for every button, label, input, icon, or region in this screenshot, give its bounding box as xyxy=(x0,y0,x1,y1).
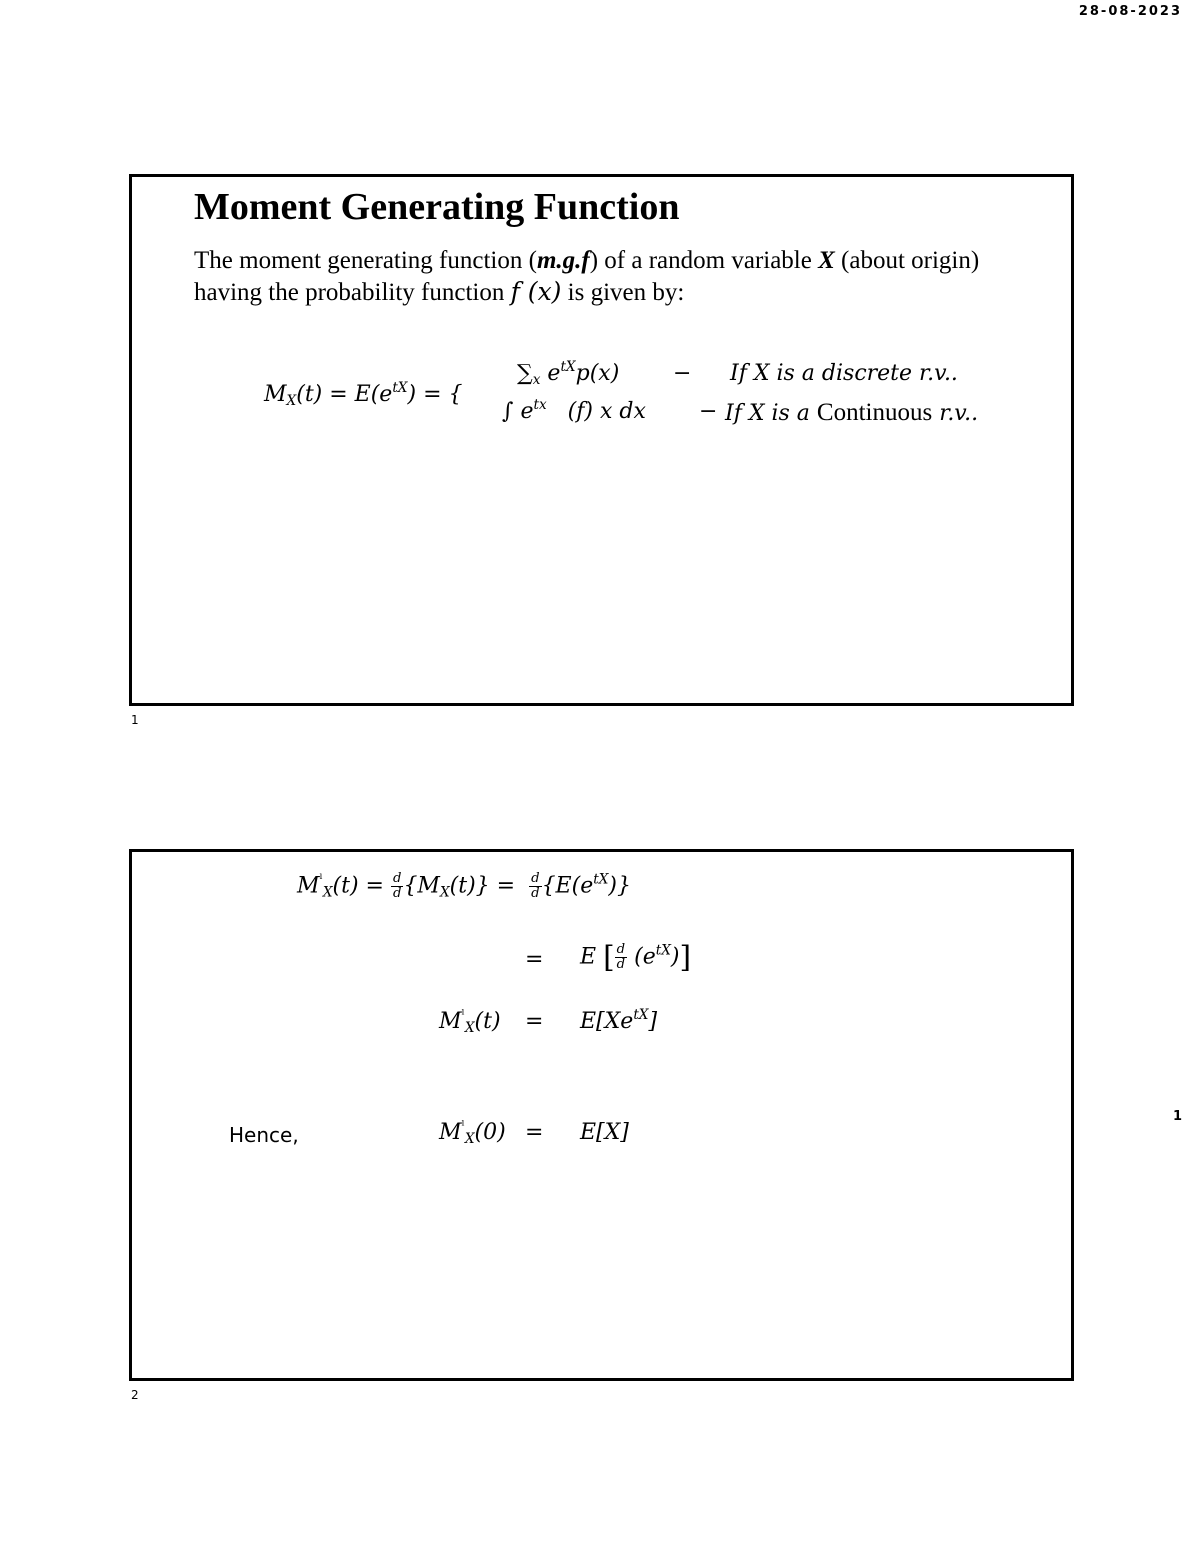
continuous-dash: − xyxy=(699,399,718,424)
derivative-row-2-eq: = xyxy=(525,947,544,972)
slide-1 xyxy=(129,174,1074,706)
hence-label: Hence, xyxy=(229,1123,299,1147)
mgf-lhs: $M_X(t) = E(e^{tX})$ = { xyxy=(264,380,463,410)
derivative-row-3-rhs: $E[Xe^{tX}]$ xyxy=(580,1007,658,1034)
derivative-row-1: $M^ˡ_X(t)$ = $\frac{d}{d}$ $\{M_X(t)\}$ = $\frac{d}{d}$ $\{E(e^{tX})\}$ xyxy=(297,871,632,901)
mgf-case-continuous: ∫ $e^{tx}$ (f) x dx xyxy=(502,397,646,424)
slide-title: Moment Generating Function xyxy=(194,186,680,228)
mgf-case-discrete: $\sum_x$ $e^{tX}p(x)$ xyxy=(517,359,620,389)
page-number-2: 2 xyxy=(131,1388,139,1402)
derivative-row-2: E [ $\frac{d}{d}$ $(e^{tX})$] xyxy=(580,940,692,975)
date-header: 28-08-2023 xyxy=(1078,4,1182,19)
slide-2 xyxy=(129,849,1074,1381)
result-rhs: E[X] xyxy=(580,1120,629,1145)
definition-paragraph: The moment generating function (m.g.f) of a random variable X (about origin) having the probability function f (x) is given by: xyxy=(194,247,980,306)
result-lhs: $M^ˡ_X(0)$ xyxy=(439,1118,506,1148)
discrete-condition: If X is a discrete r.v.. xyxy=(730,361,958,386)
derivative-row-3-lhs: $M^ˡ_X(t)$ xyxy=(439,1007,501,1037)
discrete-dash: − xyxy=(673,361,692,386)
page-number-1: 1 xyxy=(131,713,139,727)
mgf-abbrev: m.g.f xyxy=(536,247,590,274)
continuous-condition: If X is a Continuous r.v.. xyxy=(725,399,979,426)
derivative-row-3-eq: = xyxy=(525,1009,544,1034)
result-eq: = xyxy=(525,1120,544,1145)
side-marker: 1 xyxy=(1172,1109,1182,1124)
